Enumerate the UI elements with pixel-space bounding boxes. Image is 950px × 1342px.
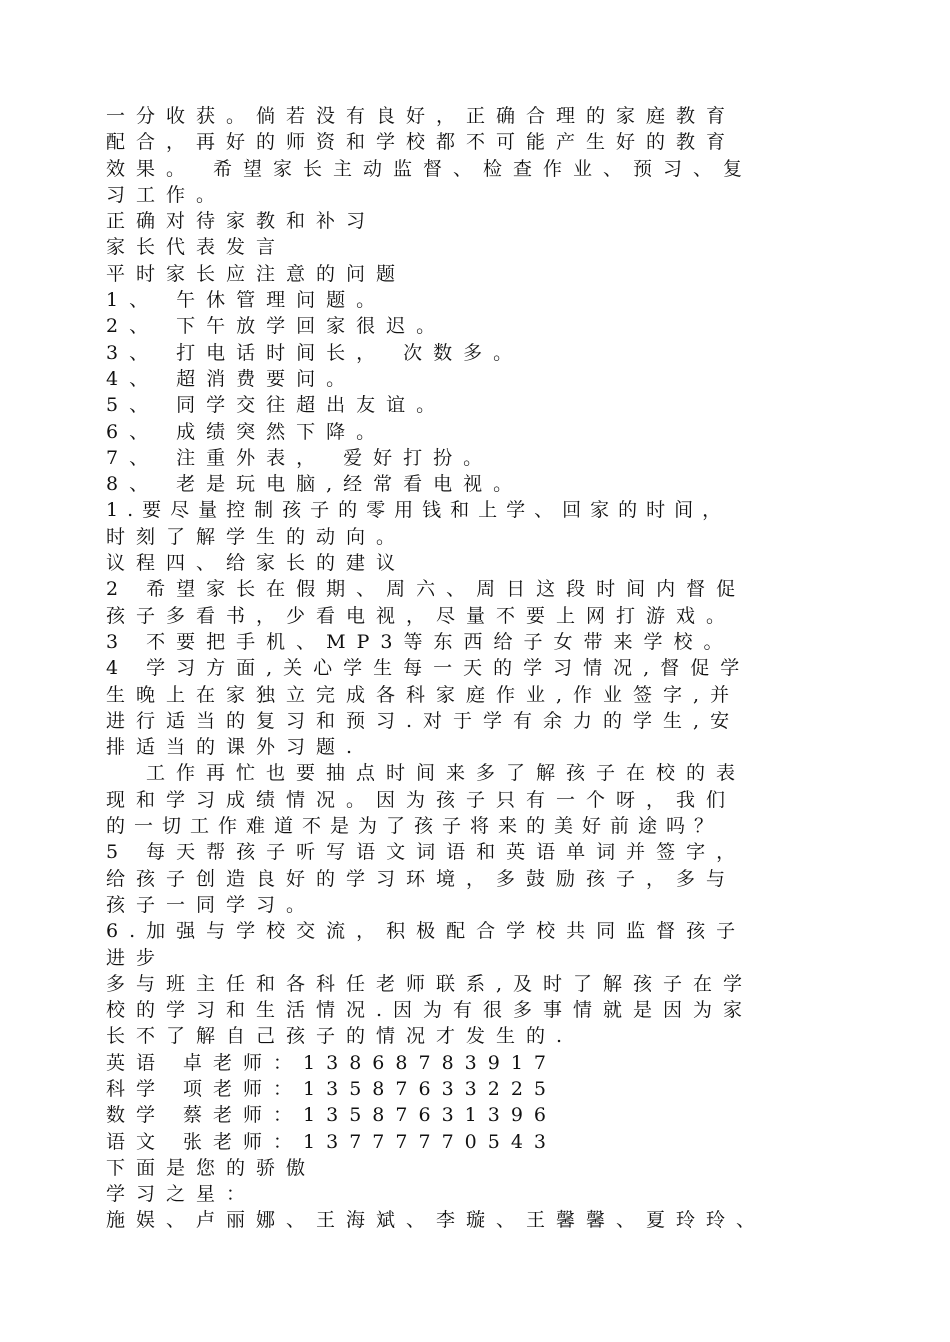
section-heading: 平时家长应注意的问题 [106, 262, 407, 285]
list-item: 7、 注重外表， 爱好打扮。 [106, 446, 494, 469]
text-line: 的一切工作难道不是为了孩子将来的美好前途吗？ [106, 815, 723, 838]
text-line: 效果。 希望家长主动监督、检查作业、预习、复 [106, 157, 754, 180]
text-line: 多与班主任和各科任老师联系,及时了解孩子在学 [106, 972, 754, 995]
text-line: 习工作。 [106, 183, 227, 206]
list-item: 3、 打电话时间长， 次数多。 [106, 341, 524, 364]
text-line: 孩子多看书，少看电视，尽量不要上网打游戏。 [106, 604, 737, 627]
text-line: 一分收获。倘若没有良好，正确合理的家庭教育 [106, 105, 737, 127]
list-item: 2、 下午放学回家很迟。 [106, 315, 447, 338]
text-line: 进步 [106, 946, 167, 969]
text-line: 下面是您的骄傲 [106, 1156, 317, 1179]
text-line: 3 不要把手机、MP3等东西给子女带来学校。 [106, 630, 734, 653]
text-line: 进行适当的复习和预习.对于学有余力的学生,安 [106, 709, 741, 732]
teacher-contact: 科学 项老师：13587633225 [106, 1077, 558, 1100]
list-item: 4、 超消费要问。 [106, 367, 357, 390]
list-item: 1、 午休管理问题。 [106, 289, 387, 312]
text-line: 4 学习方面,关心学生每一天的学习情况,督促学 [106, 657, 751, 680]
section-heading: 家长代表发言 [106, 236, 287, 259]
list-item: 6、 成绩突然下降。 [106, 420, 387, 443]
text-line: 排适当的课外习题. [106, 736, 364, 759]
teacher-contact: 数学 蔡老师：13587631396 [106, 1104, 558, 1127]
text-line: 配合，再好的师资和学校都不可能产生好的教育 [106, 131, 737, 154]
list-item: 8、 老是玩电脑,经常看电视。 [106, 473, 524, 496]
text-line: 长不了解自己孩子的情况才发生的. [106, 1025, 574, 1048]
list-item: 5、 同学交往超出友谊。 [106, 394, 447, 417]
document-body [106, 103, 866, 1234]
text-line: 时刻了解学生的动向。 [106, 525, 407, 548]
teacher-contact: 语文 张老师：13777770543 [106, 1130, 558, 1153]
text-line: 孩子一同学习。 [106, 893, 317, 916]
text-line: 学习之星： [106, 1183, 257, 1206]
text-line: 工作再忙也要抽点时间来多了解孩子在校的表 [146, 762, 747, 785]
section-heading: 议程四、给家长的建议 [106, 552, 407, 575]
text-line: 2 希望家长在假期、周六、周日这段时间内督促 [106, 578, 747, 601]
text-line: 校的学习和生活情况.因为有很多事情就是因为家 [106, 999, 754, 1022]
teacher-contact: 英语 卓老师：13868783917 [106, 1051, 558, 1074]
text-line: 给孩子创造良好的学习环境，多鼓励孩子，多与 [106, 867, 737, 890]
text-line: 6.加强与学校交流，积极配合学校共同监督孩子 [106, 920, 747, 943]
text-line: 生晚上在家独立完成各科家庭作业,作业签字,并 [106, 683, 741, 706]
text-line: 1.要尽量控制孩子的零用钱和上学、回家的时间， [106, 499, 731, 522]
student-names: 施娱、卢丽娜、王海斌、李璇、王馨馨、夏玲玲、 [106, 1209, 767, 1232]
text-line: 现和学习成绩情况。因为孩子只有一个呀，我们 [106, 788, 737, 811]
text-line: 5 每天帮孩子听写语文词语和英语单词并签字， [106, 841, 747, 864]
section-heading: 正确对待家教和补习 [106, 210, 377, 233]
